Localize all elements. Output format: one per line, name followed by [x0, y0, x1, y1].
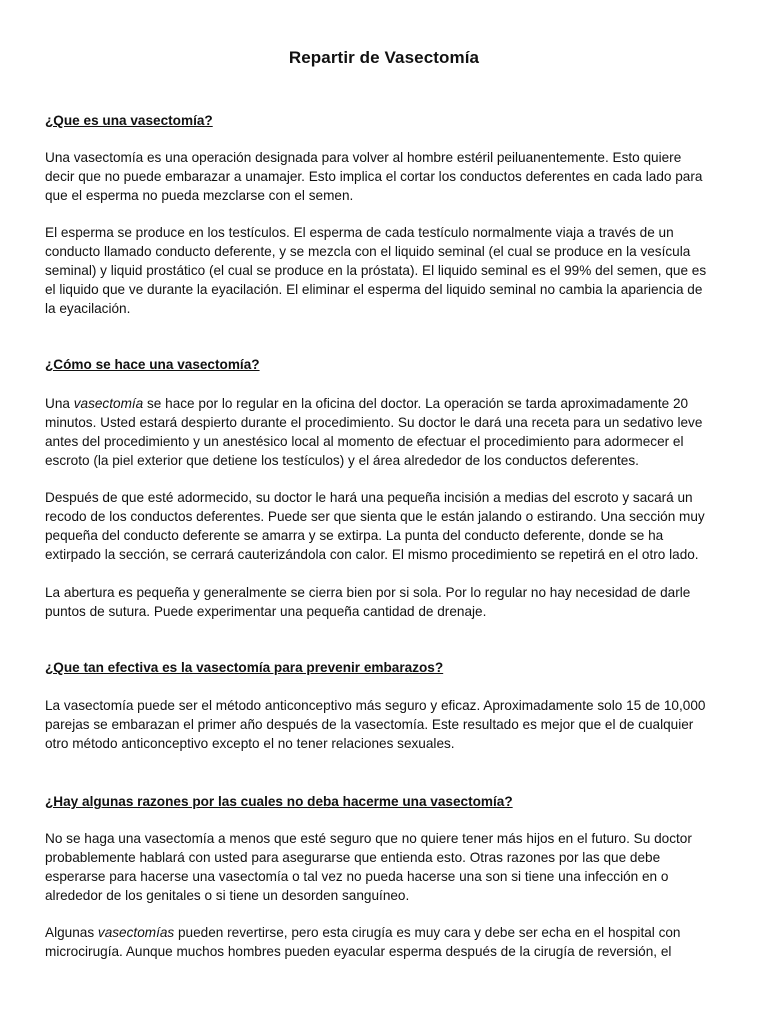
- section-heading-como-se-hace: ¿Cómo se hace una vasectomía?: [45, 357, 260, 372]
- section-heading-efectiva: ¿Que tan efectiva es la vasectomía para prevenir embarazos?: [45, 660, 444, 675]
- section-heading-razones: ¿Hay algunas razones por las cuales no deba hacerme una vasectomía?: [45, 794, 513, 809]
- paragraph: [45, 583, 735, 621]
- emphasis-text: vasectomías: [97, 925, 175, 940]
- text-line: puntos de sutura. Puede experimentar una pequeña cantidad de drenaje.: [45, 604, 487, 619]
- text-line: probablemente hablará con usted para asegurarse que entienda esto. Otras razones por las que debe: [45, 850, 661, 865]
- text-line: [45, 923, 735, 942]
- text-line: pequeña del conducto deferente se amarra y se extirpa. La punta del conducto deferente, donde se ha: [45, 528, 664, 543]
- text-line: El esperma se produce en los testículos. El esperma de cada testículo normalmente viaja a través de un: [45, 225, 674, 240]
- text-line: parejas se embarazan el primer año después de la vasectomía. Este resultado es mejor que el de cualquier: [45, 717, 694, 732]
- text-line: Una vasectomía es una operación designada para volver al hombre estéril peiluanentemente. Esto quiere: [45, 150, 682, 165]
- emphasis-text: vasectomía: [73, 396, 144, 411]
- text-line: esperarse para hacerse una vasectomía o tal vez no pueda hacerse una son si tiene una infección en o: [45, 869, 669, 884]
- text-line: No se haga una vasectomía a menos que esté seguro que no quiere tener más hijos en el futuro. Su doctor: [45, 831, 692, 846]
- paragraph: [45, 488, 735, 564]
- text-line: conducto llamado conducto deferente, y se mezcla con el liquido seminal (el cual se produce en la vesícula: [45, 244, 691, 259]
- text-line: La abertura es pequeña y generalmente se cierra bien por si sola. Por lo regular no hay necesidad de darle: [45, 585, 691, 600]
- paragraph: [45, 696, 735, 753]
- text-line: Después de que esté adormecido, su doctor le hará una pequeña incisión a medias del escroto y sacará un: [45, 490, 693, 505]
- text-line: escroto (la piel exterior que detiene los testículos) y el área alrededor de los conductos deferentes.: [45, 453, 639, 468]
- text-run: pueden revertirse, pero esta cirugía es muy cara y debe ser echa en el hospital con: [174, 925, 681, 940]
- section-heading-que-es: ¿Que es una vasectomía?: [45, 113, 213, 128]
- text-line: La vasectomía puede ser el método anticonceptivo más seguro y eficaz. Aproximadamente solo 15 de 10,000: [45, 698, 706, 713]
- text-line: antes del procedimiento y un anestésico local al momento de efectuar el procedimiento para adormecer el: [45, 434, 684, 449]
- paragraph: [45, 223, 735, 318]
- text-line: alrededor de los genitales o si tiene un desorden sanguíneo.: [45, 888, 410, 903]
- text-line: otro método anticonceptivo excepto el no tener relaciones sexuales.: [45, 736, 455, 751]
- text-run: se hace por lo regular en la oficina del doctor. La operación se tarda aproximadamente 20: [143, 396, 689, 411]
- text-line: que el esperma no pueda mezclarse con el semen.: [45, 188, 354, 203]
- paragraph: [45, 148, 735, 205]
- text-line: seminal) y liquid prostático (el cual se produce en la próstata). El liquido seminal es el 99% del semen, que es: [45, 263, 707, 278]
- text-line: el liquido que ve durante la eyacilación. El eliminar el esperma del liquido seminal no cambia la apariencia de: [45, 282, 703, 297]
- text-line: minutos. Usted estará despierto durante el procedimiento. Su doctor le dará una receta para un sedativo leve: [45, 415, 703, 430]
- text-line: decir que no puede embarazar a unamajer. Esto implica el cortar los conductos deferentes en cada lado para: [45, 169, 703, 184]
- text-run: Algunas: [45, 925, 98, 940]
- document-title: Repartir de Vasectomía: [288, 48, 480, 67]
- text-line: microcirugía. Aunque muchos hombres pueden eyacular esperma después de la cirugía de reversión, el: [45, 944, 672, 959]
- text-run: Una: [45, 396, 74, 411]
- text-line: recodo de los conductos deferentes. Puede ser que sienta que le están jalando o estirando. Una sección muy: [45, 509, 705, 524]
- text-line: la eyacilación.: [45, 301, 131, 316]
- paragraph: [45, 923, 735, 961]
- text-line: [45, 394, 735, 413]
- paragraph: [45, 394, 735, 470]
- paragraph: [45, 829, 735, 905]
- text-line: extirpado la sección, se cerrará cauterizándola con calor. El mismo procedimiento se repetirá en el otro lado.: [45, 547, 699, 562]
